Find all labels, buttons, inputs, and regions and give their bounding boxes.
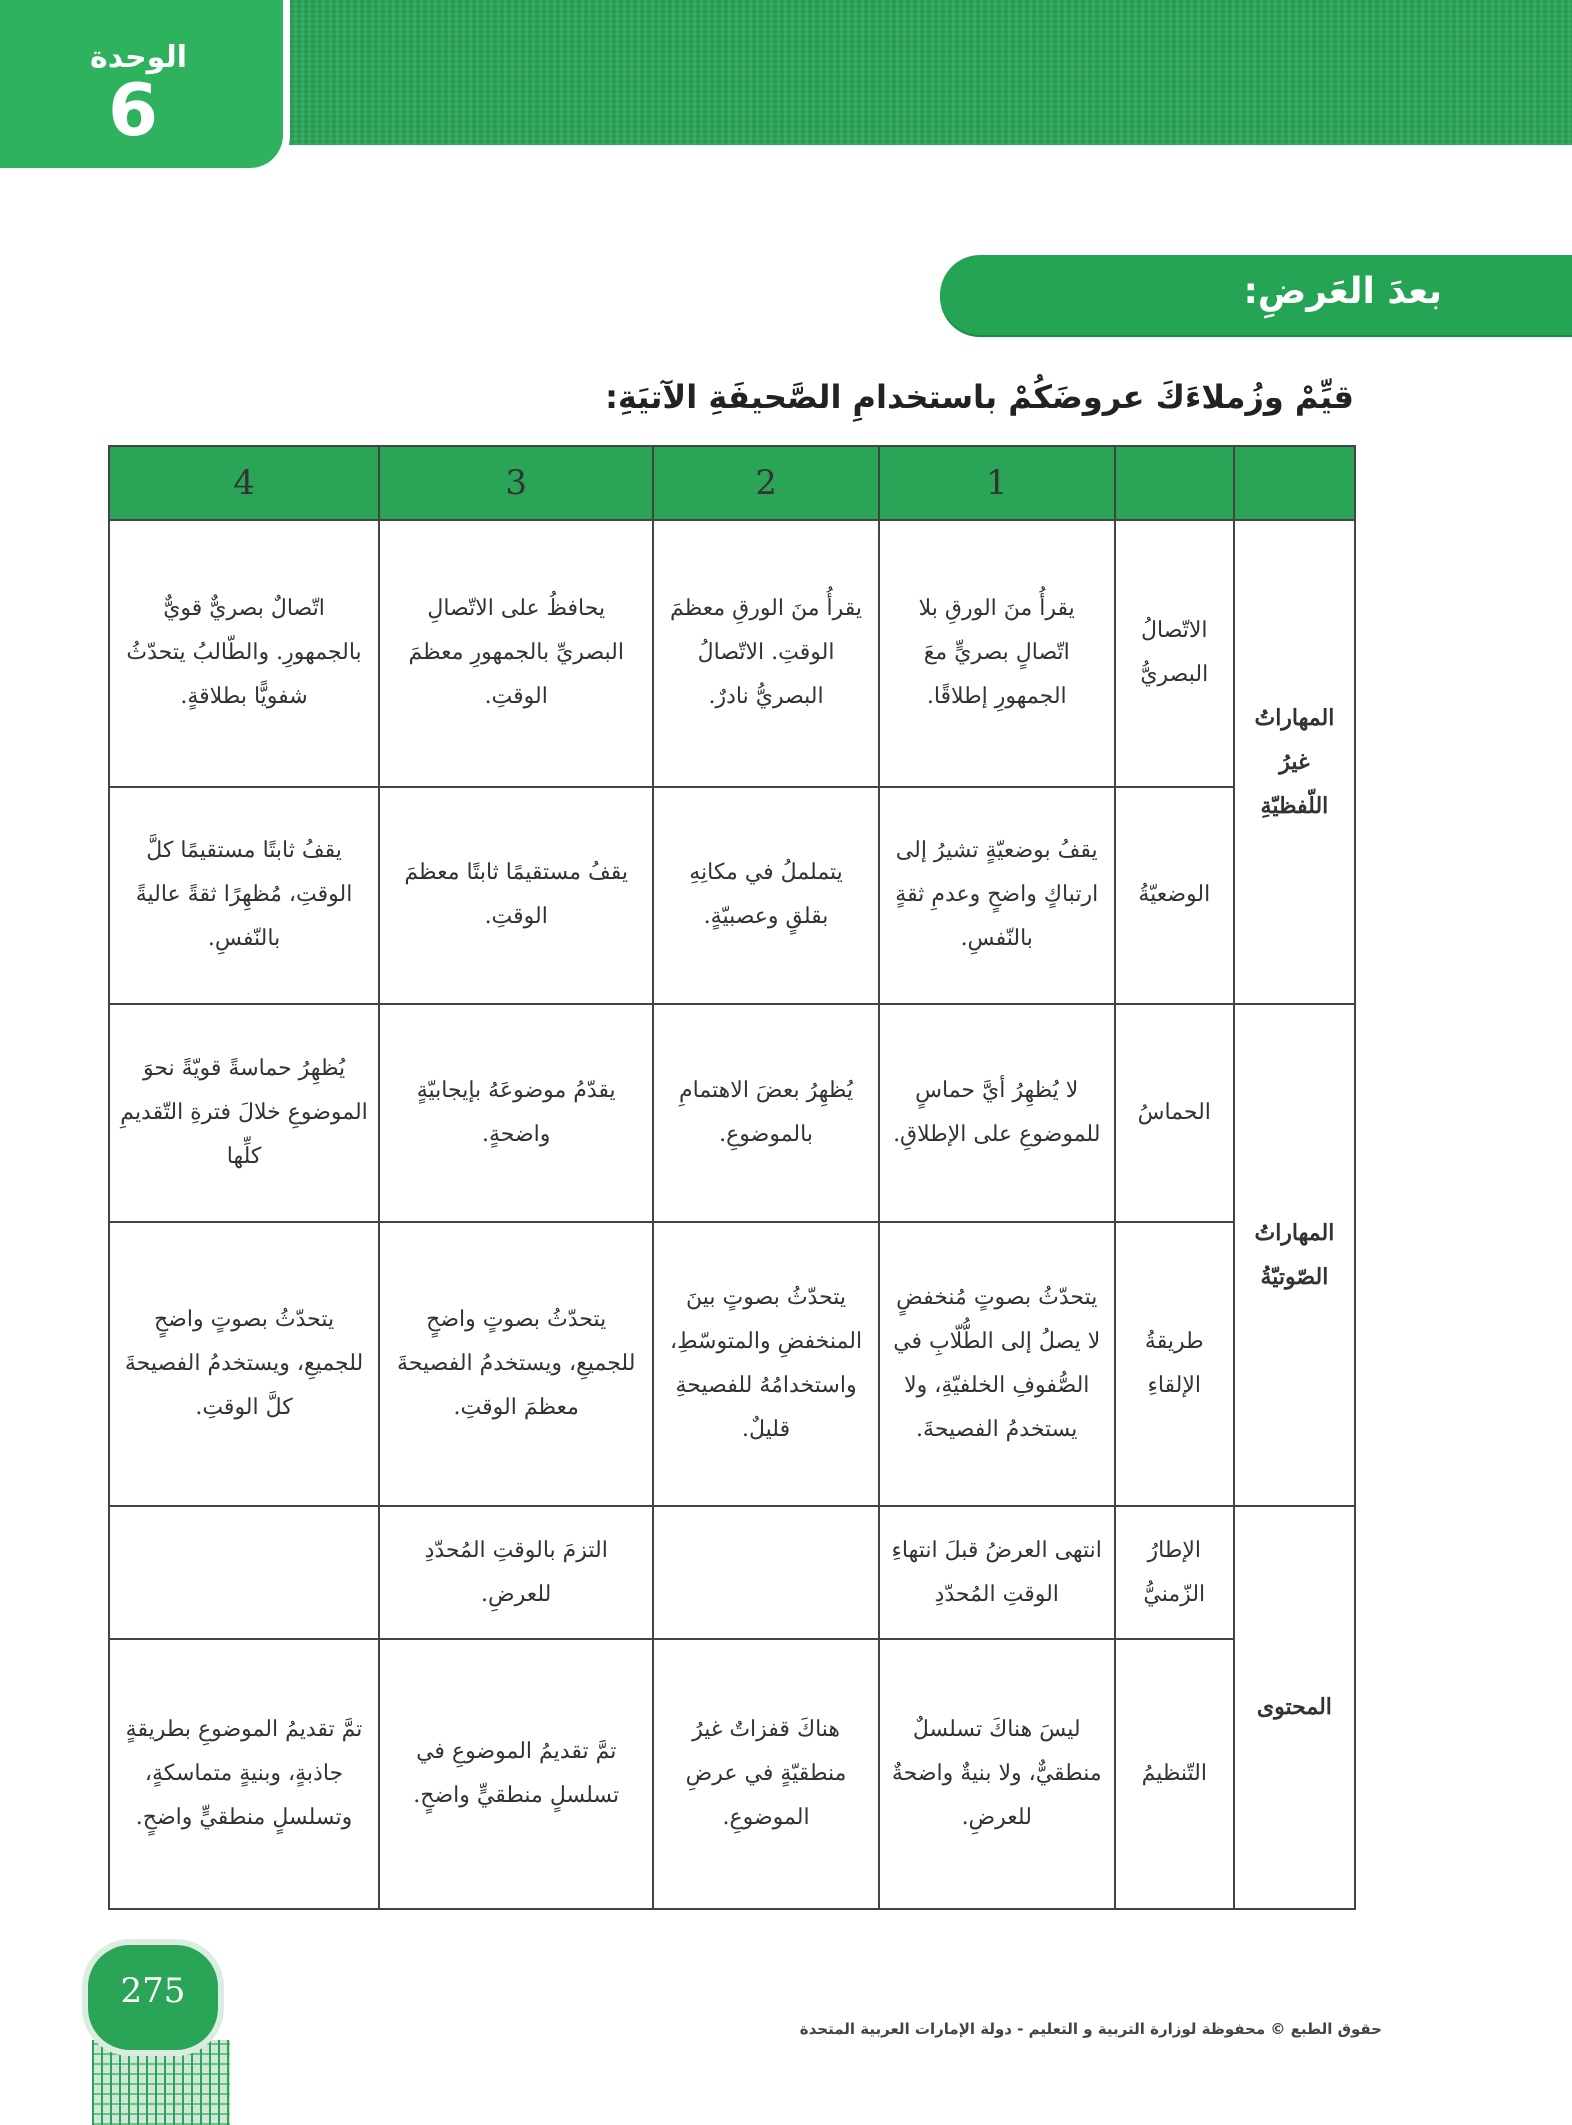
- table-row: [109, 787, 1355, 1005]
- criterion-cell: الوضعيّةُ: [1115, 787, 1234, 1005]
- category-content: المحتوى: [1234, 1506, 1355, 1909]
- criterion-cell: التّنظيمُ: [1115, 1639, 1234, 1909]
- table-row: [109, 1506, 1355, 1639]
- table-row: [109, 1639, 1355, 1909]
- rubric-cell: يتحدّثُ بصوتٍ واضحٍ للجميعِ، ويستخدمُ الفصيحةَ كلَّ الوقتِ.: [109, 1222, 379, 1506]
- table-header-row: [109, 446, 1355, 520]
- rubric-cell: يقفُ بوضعيّةٍ تشيرُ إلى ارتباكٍ واضحٍ وعدمِ ثقةٍ بالنّفسِ.: [879, 787, 1115, 1005]
- rubric-cell: اتّصالٌ بصريٌّ قويٌّ بالجمهورِ. والطّالبُ يتحدّثُ شفويًّا بطلاقةٍ.: [109, 520, 379, 787]
- criterion-cell: الاتّصالُ البصريُّ: [1115, 520, 1234, 787]
- rubric-cell: تمَّ تقديمُ الموضوعِ بطريقةٍ جاذبةٍ، وبنيةٍ متماسكةٍ، وتسلسلٍ منطقيٍّ واضحٍ.: [109, 1639, 379, 1909]
- rubric-cell: يتململُ في مكانِهِ بقلقٍ وعصبيّةٍ.: [653, 787, 878, 1005]
- header-cell-criterion: [1115, 446, 1234, 520]
- section-heading: [940, 255, 1572, 335]
- rubric-cell: يقرأُ منَ الورقِ بلا اتّصالٍ بصريٍّ معَ الجمهورِ إطلاقًا.: [879, 520, 1115, 787]
- rubric-cell: تمَّ تقديمُ الموضوعِ في تسلسلٍ منطقيٍّ واضحٍ.: [379, 1639, 653, 1909]
- rubric-cell: انتهى العرضُ قبلَ انتهاءِ الوقتِ المُحدّدِ: [879, 1506, 1115, 1639]
- header-cell-level-3: 3: [379, 446, 653, 520]
- rubric-cell: يُظهِرُ حماسةً قويّةً نحوَ الموضوعِ خلالَ فترةِ التّقديمِ كلِّها: [109, 1004, 379, 1222]
- rubric-cell: يتحدّثُ بصوتٍ مُنخفضٍ لا يصلُ إلى الطُّلّابِ في الصُّفوفِ الخلفيّةِ، ولا يستخدمُ الفصيحةَ.: [879, 1222, 1115, 1506]
- header-cell-level-1: 1: [879, 446, 1115, 520]
- page-badge-texture: [92, 2040, 230, 2125]
- unit-badge: [0, 0, 290, 175]
- category-vocal: المهاراتُ الصّوتيّةُ: [1234, 1004, 1355, 1506]
- instruction-text: قيِّمْ وزُملاءَكَ عروضَكُمْ باستخدامِ الصَّحيفَةِ الآتيَةِ:: [605, 378, 1354, 416]
- table-row: [109, 1004, 1355, 1222]
- criterion-cell: الحماسُ: [1115, 1004, 1234, 1222]
- rubric-cell: التزمَ بالوقتِ المُحدّدِ للعرضِ.: [379, 1506, 653, 1639]
- rubric-cell: [109, 1506, 379, 1639]
- unit-label: الوحدة: [90, 40, 188, 75]
- copyright-notice: حقوق الطبع © محفوظة لوزارة التربية و التعليم - دولة الإمارات العربية المتحدة: [799, 2020, 1382, 2038]
- rubric-cell: يُظهِرُ بعضَ الاهتمامِ بالموضوعِ.: [653, 1004, 878, 1222]
- category-nonverbal: المهاراتُ غيرُ اللّفظيّةِ: [1234, 520, 1355, 1004]
- unit-number: 6: [108, 68, 159, 152]
- rubric-cell: يحافظُ على الاتّصالِ البصريِّ بالجمهورِ معظمَ الوقتِ.: [379, 520, 653, 787]
- rubric-cell: [653, 1506, 878, 1639]
- header-cell-level-4: 4: [109, 446, 379, 520]
- header-cell-level-2: 2: [653, 446, 878, 520]
- header-cell-category: [1234, 446, 1355, 520]
- rubric-cell: لا يُظهِرُ أيَّ حماسٍ للموضوعِ على الإطلاقِ.: [879, 1004, 1115, 1222]
- criterion-cell: طريقةُ الإلقاءِ: [1115, 1222, 1234, 1506]
- rubric-cell: يقرأُ منَ الورقِ معظمَ الوقتِ. الاتّصالُ البصريُّ نادرٌ.: [653, 520, 878, 787]
- rubric-table: [108, 445, 1356, 1910]
- page-number: 275: [120, 1971, 186, 2011]
- rubric-cell: يقدّمُ موضوعَهُ بإيجابيّةٍ واضحةٍ.: [379, 1004, 653, 1222]
- rubric-cell: يقفُ ثابتًا مستقيمًا كلَّ الوقتِ، مُظهِرًا ثقةً عاليةً بالنّفسِ.: [109, 787, 379, 1005]
- table-row: [109, 520, 1355, 787]
- rubric-cell: هناكَ قفزاتٌ غيرُ منطقيّةٍ في عرضِ الموضوعِ.: [653, 1639, 878, 1909]
- rubric-cell: يقفُ مستقيمًا ثابتًا معظمَ الوقتِ.: [379, 787, 653, 1005]
- section-title: بعدَ العَرضِ:: [1243, 271, 1442, 312]
- rubric-cell: يتحدّثُ بصوتٍ واضحٍ للجميعِ، ويستخدمُ الفصيحةَ معظمَ الوقتِ.: [379, 1222, 653, 1506]
- criterion-cell: الإطارُ الزّمنيُّ: [1115, 1506, 1234, 1639]
- table-row: [109, 1222, 1355, 1506]
- page-number-badge: [88, 1945, 218, 2050]
- rubric-cell: ليسَ هناكَ تسلسلٌ منطقيٌّ، ولا بنيةٌ واضحةٌ للعرضِ.: [879, 1639, 1115, 1909]
- rubric-cell: يتحدّثُ بصوتٍ بينَ المنخفضِ والمتوسّطِ، واستخدامُهُ للفصيحةِ قليلٌ.: [653, 1222, 878, 1506]
